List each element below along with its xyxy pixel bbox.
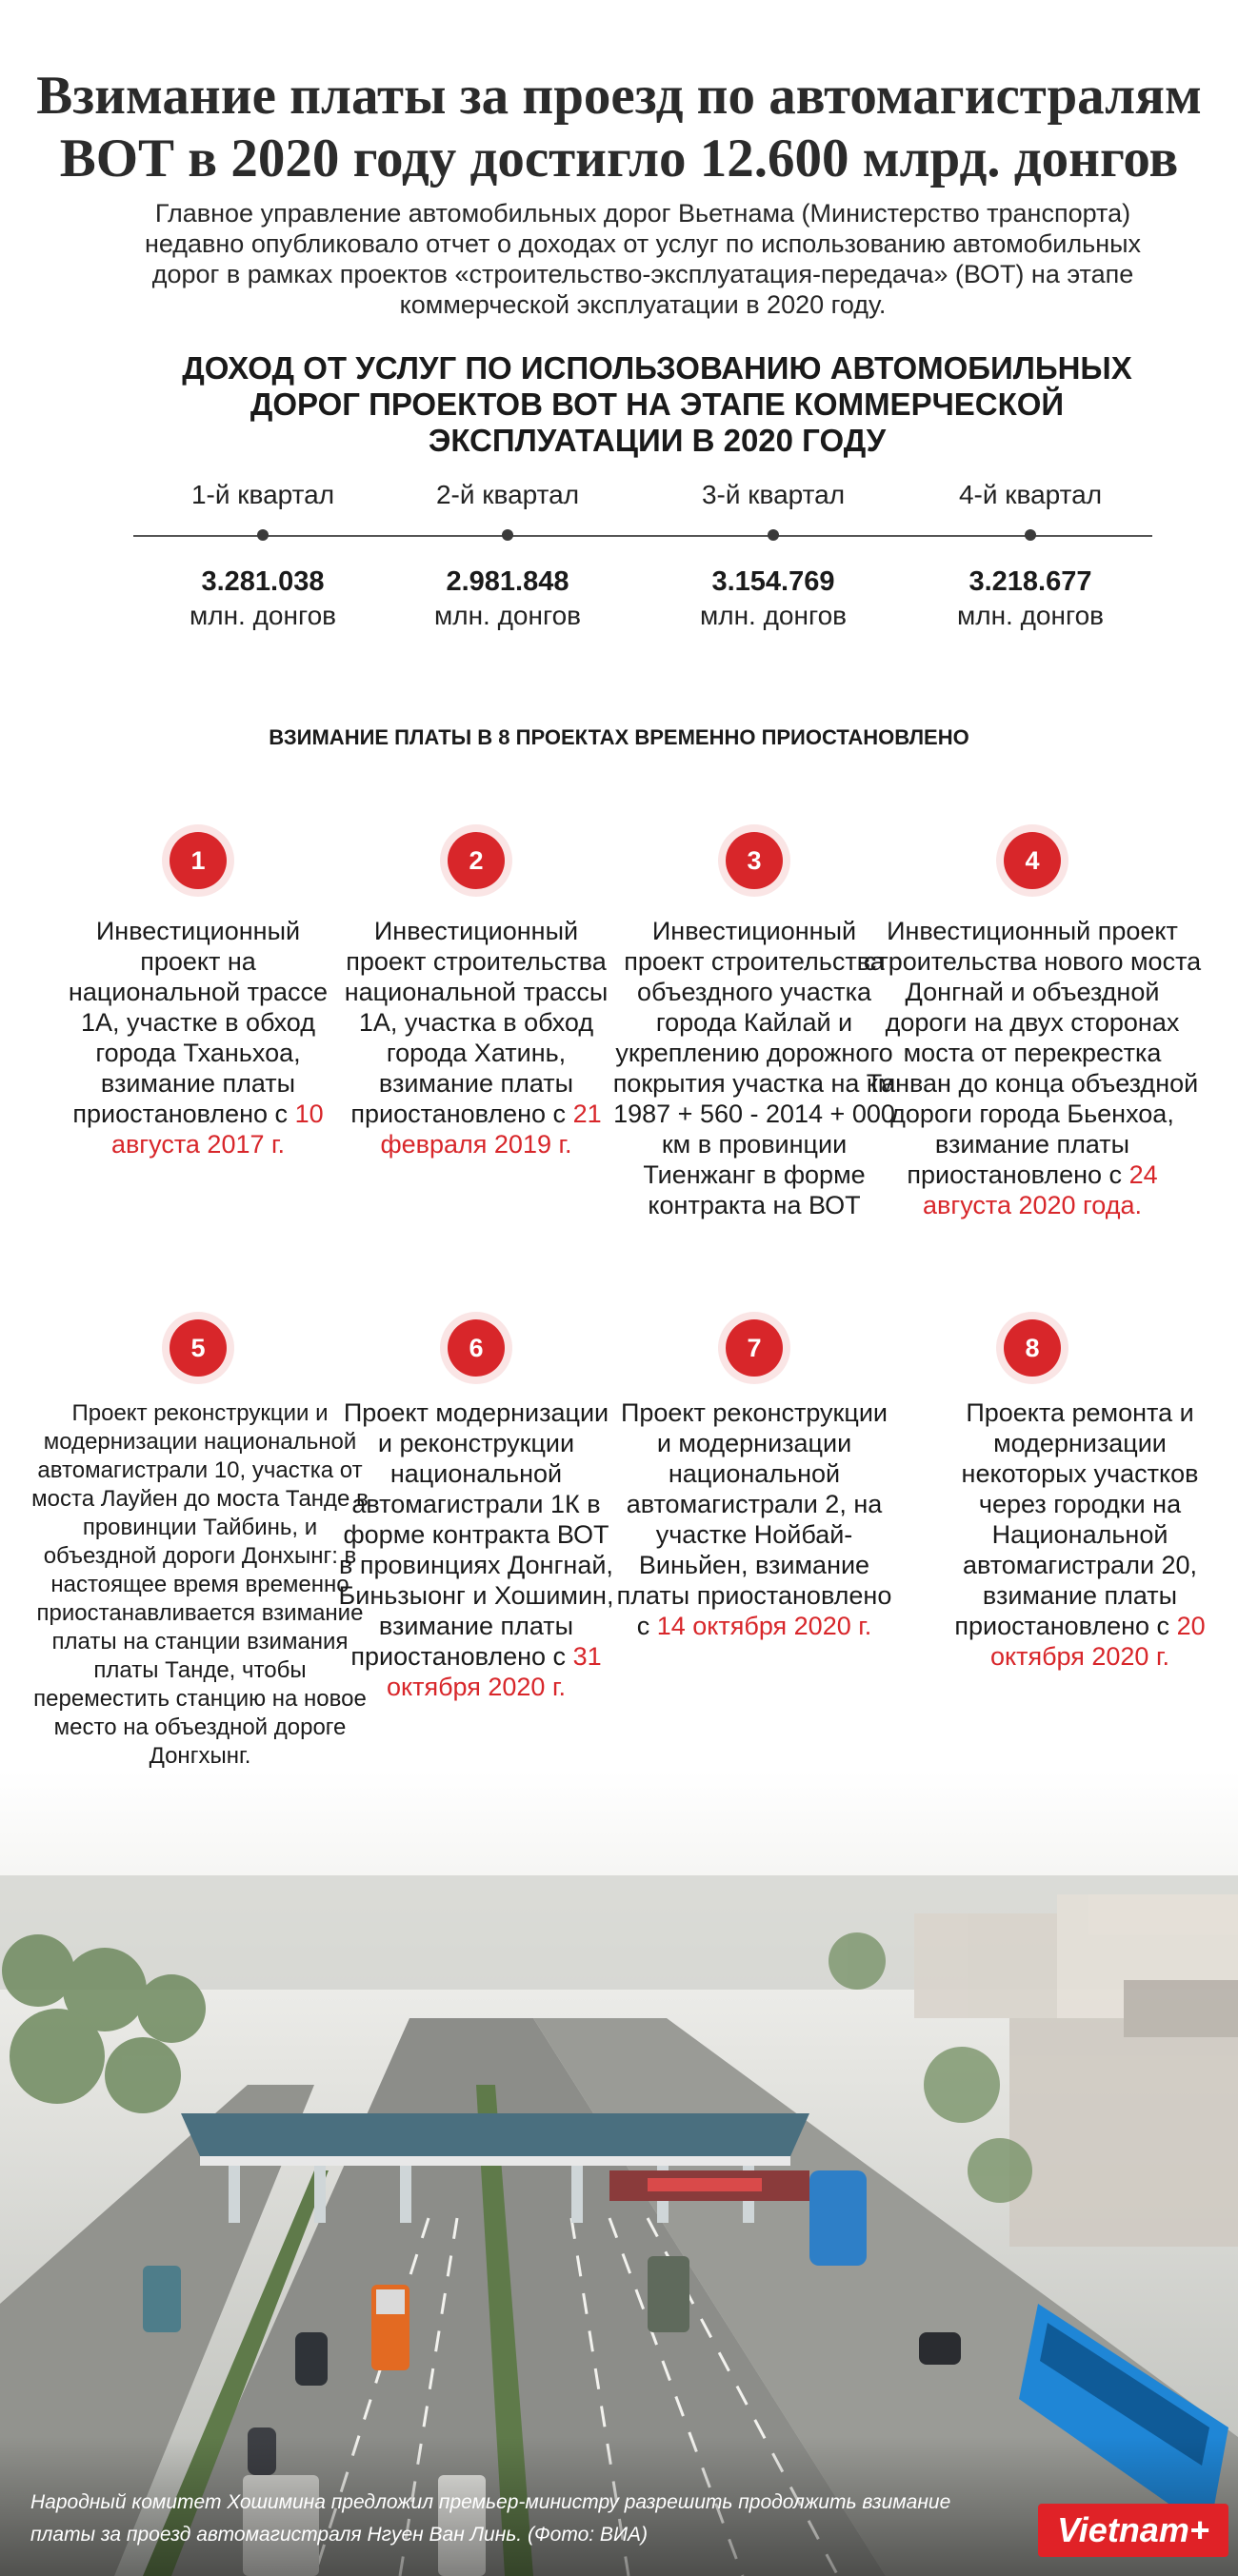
project-badge-8: 8: [1004, 1319, 1061, 1377]
project-date-8: 20 октября 2020 г.: [989, 1612, 1206, 1671]
timeline-dot-3: [768, 529, 779, 541]
project-date-1: 10 августа 2017 г.: [110, 1100, 324, 1159]
project-desc-8: Проекта ремонта и модернизации некоторых участков через городки на Национальной автомагистрали 20, взимание платы приостановлено с: [954, 1398, 1199, 1640]
project-badge-4: 4: [1004, 832, 1061, 889]
project-text-1: [55, 916, 341, 1159]
project-badge-2: 2: [448, 832, 505, 889]
project-badge-1: 1: [170, 832, 227, 889]
toll-station-illustration: [0, 1771, 1238, 2576]
project-badge-5: 5: [170, 1319, 227, 1377]
quarter-unit-3: млн. донгов: [699, 601, 848, 630]
toll-station-photo: [0, 1771, 1238, 2576]
quarter-value-2: 2.981.848: [446, 566, 569, 597]
project-text-5: [29, 1399, 371, 1771]
project-date-7: 14 октября 2020 г.: [656, 1612, 872, 1640]
timeline-dot-1: [257, 529, 269, 541]
quarter-label-2: 2-й квартал: [435, 480, 580, 509]
project-text-4: [861, 916, 1204, 1220]
page-title: [0, 65, 1238, 190]
project-desc-3: Инвестиционный проект строительства объездного участка города Кайлай и укреплению дорожного покрытия участка на км 1987 + 560 - 2014 + 000 км в провинции Тиенжанг в форме контракта на ВОТ: [612, 917, 896, 1219]
quarter-label-4: 4-й квартал: [958, 480, 1103, 509]
project-date-6: 31 октября 2020 г.: [386, 1642, 602, 1701]
quarter-value-1: 3.281.038: [201, 566, 325, 597]
project-desc-2: Инвестиционный проект строительства национальной трассы 1А, участка в обход города Хатинь, взимание платы приостановлено с: [344, 917, 609, 1128]
title-line-2: ВОТ в 2020 году достигло 12.600 млрд. донгов: [59, 129, 1179, 188]
project-badge-6: 6: [448, 1319, 505, 1377]
project-text-6: [333, 1397, 619, 1702]
project-desc-7: Проект реконструкции и модернизации национальной автомагистрали 2, на участке Нойбай-Виньйен, взимание платы приостановлено с: [616, 1398, 892, 1640]
project-badge-7: 7: [726, 1319, 783, 1377]
project-desc-6: Проект модернизации и реконструкции национальной автомагистрали 1К в форме контракта ВОТ в провинциях Донгнай, Биньзыонг и Хошимин, взимание платы приостановлено с: [338, 1398, 614, 1671]
revenue-section-title: ДОХОД ОТ УСЛУГ ПО ИСПОЛЬЗОВАНИЮ АВТОМОБИЛЬНЫХ ДОРОГ ПРОЕКТОВ ВОТ НА ЭТАПЕ КОММЕРЧЕСКОЙ ЭКСПЛУАТАЦИИ В 2020 ГОДУ: [182, 350, 1132, 458]
project-text-8: [928, 1397, 1232, 1672]
suspended-heading: ВЗИМАНИЕ ПЛАТЫ В 8 ПРОЕКТАХ ВРЕМЕННО ПРИОСТАНОВЛЕНО: [269, 725, 969, 749]
quarter-unit-2: млн. донгов: [433, 601, 582, 630]
project-text-2: [333, 916, 619, 1159]
quarter-value-3: 3.154.769: [711, 566, 835, 597]
quarter-label-3: 3-й квартал: [701, 480, 846, 509]
timeline-line: [133, 535, 1152, 537]
project-desc-1: Инвестиционный проект на национальной трассе 1А, участке в обход города Тханьхоа, взимание платы приостановлено с: [68, 917, 329, 1128]
quarter-value-4: 3.218.677: [968, 566, 1092, 597]
project-desc-5: Проект реконструкции и модернизации национальной автомагистрали 10, участка от моста Лауйен до моста Танде в провинции Тайбинь, и объездной дороги Донхынг: в настоящее время временно приостанавливается взимание платы на станции взимания платы Танде, чтобы переместить станцию на новое место на объездной дороге Донгхынг.: [31, 1400, 369, 1769]
project-date-4: 24 августа 2020 года.: [922, 1160, 1158, 1219]
photo-caption: Народный комитет Хошимина предложил премьер-министру разрешить продолжить взимание платы за проезд автомагистраля Нгуен Ван Линь. (Фото: ВИА): [30, 2491, 951, 2546]
quarter-unit-1: млн. донгов: [189, 601, 337, 630]
title-line-1: Взимание платы за проезд по автомагистралям: [36, 66, 1202, 126]
project-date-2: 21 февраля 2019 г.: [380, 1100, 602, 1159]
timeline-dot-4: [1025, 529, 1036, 541]
timeline-dot-2: [502, 529, 513, 541]
quarter-label-1: 1-й квартал: [190, 480, 335, 509]
project-desc-4: Инвестиционный проект строительства нового моста Донгнай и объездной дороги на двух сторонах моста от перекрестка Танван до конца объездной дороги города Бьенхоа, взимание платы приостановлено с: [863, 917, 1202, 1189]
intro-paragraph: Главное управление автомобильных дорог Вьетнама (Министерство транспорта) недавно опубликовало отчет о доходах от услуг по использованию автомобильных дорог в рамках проектов «строительство-эксплуатация-передача» (ВОТ) на этапе коммерческой эксплуатации в 2020 году.: [144, 199, 1142, 319]
vietnamplus-logo: Vietnam+: [1038, 2504, 1228, 2557]
project-text-3: [611, 916, 897, 1220]
project-text-7: [611, 1397, 897, 1641]
project-badge-3: 3: [726, 832, 783, 889]
quarter-unit-4: млн. донгов: [956, 601, 1105, 630]
